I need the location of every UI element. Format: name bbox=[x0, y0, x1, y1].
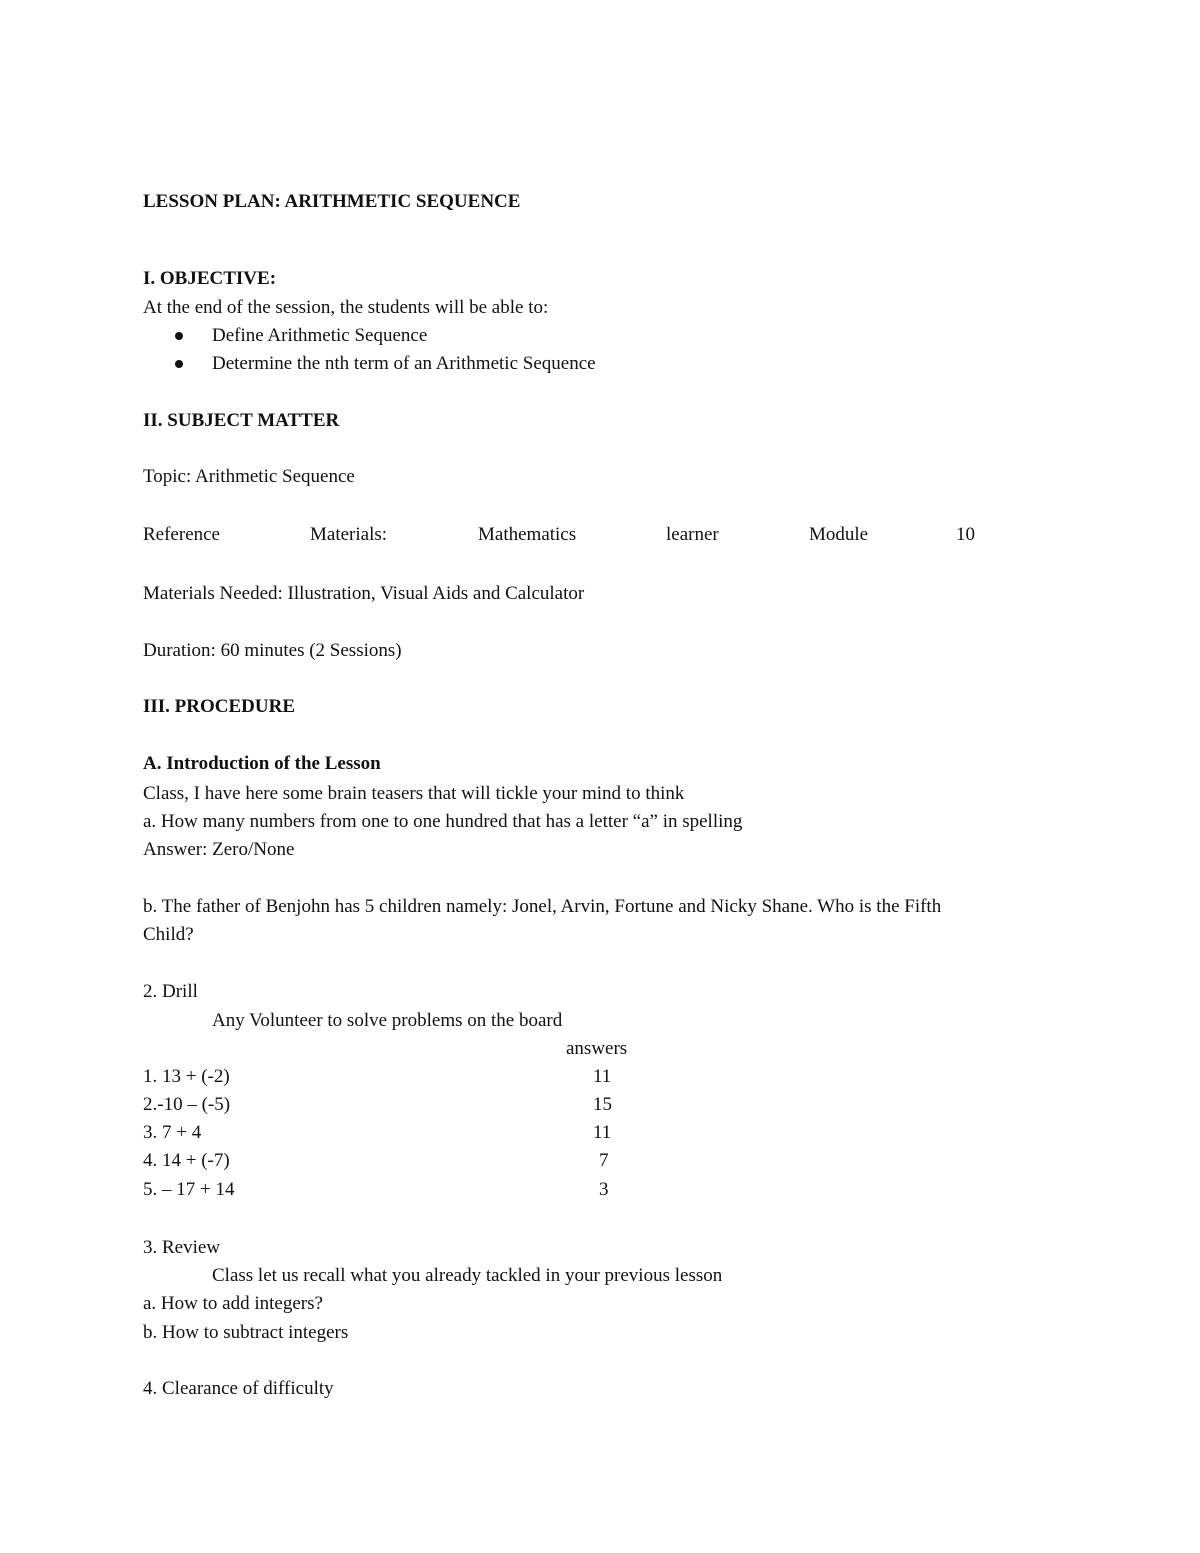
drill-answer: 3 bbox=[599, 1179, 609, 1200]
objective-item: Determine the nth term of an Arithmetic Sequence bbox=[212, 353, 596, 374]
procedure-heading: III. PROCEDURE bbox=[143, 696, 296, 717]
drill-problem: 2.-10 – (-5) bbox=[143, 1094, 231, 1115]
answers-label: answers bbox=[566, 1038, 628, 1059]
drill-problem: 5. – 17 + 14 bbox=[143, 1179, 235, 1200]
clearance-heading: 4. Clearance of difficulty bbox=[143, 1378, 334, 1399]
teaser-b: b. The father of Benjohn has 5 children namely: Jonel, Arvin, Fortune and Nicky Shane. Who is the Fifth bbox=[143, 896, 942, 917]
reference-word: Materials: bbox=[310, 524, 388, 545]
review-item: b. How to subtract integers bbox=[143, 1322, 349, 1343]
review-item: a. How to add integers? bbox=[143, 1293, 323, 1314]
reference-word: learner bbox=[666, 524, 719, 545]
topic: Topic: Arithmetic Sequence bbox=[143, 466, 355, 487]
objective-heading: I. OBJECTIVE: bbox=[143, 268, 277, 289]
introduction-text: Class, I have here some brain teasers that will tickle your mind to think bbox=[143, 783, 685, 804]
drill-answer: 7 bbox=[599, 1150, 609, 1171]
materials-needed: Materials Needed: Illustration, Visual Aids and Calculator bbox=[143, 583, 585, 604]
drill-answer: 15 bbox=[593, 1094, 612, 1115]
drill-heading: 2. Drill bbox=[143, 981, 198, 1002]
bullet-icon bbox=[175, 360, 183, 368]
review-intro: Class let us recall what you already tackled in your previous lesson bbox=[212, 1265, 723, 1286]
drill-problem: 1. 13 + (-2) bbox=[143, 1066, 230, 1087]
introduction-heading: A. Introduction of the Lesson bbox=[143, 753, 381, 774]
bullet-icon bbox=[175, 332, 183, 340]
reference-word: Module bbox=[809, 524, 869, 545]
duration: Duration: 60 minutes (2 Sessions) bbox=[143, 640, 402, 661]
teaser-a-answer: Answer: Zero/None bbox=[143, 839, 295, 860]
reference-word: Reference bbox=[143, 524, 220, 545]
drill-problem: 3. 7 + 4 bbox=[143, 1122, 202, 1143]
drill-problem: 4. 14 + (-7) bbox=[143, 1150, 230, 1171]
objective-item: Define Arithmetic Sequence bbox=[212, 325, 428, 346]
teaser-a: a. How many numbers from one to one hundred that has a letter “a” in spelling bbox=[143, 811, 743, 832]
objective-intro: At the end of the session, the students will be able to: bbox=[143, 297, 549, 318]
reference-word: 10 bbox=[956, 524, 975, 545]
subject-matter-heading: II. SUBJECT MATTER bbox=[143, 410, 340, 431]
page-title: LESSON PLAN: ARITHMETIC SEQUENCE bbox=[143, 191, 521, 212]
drill-answer: 11 bbox=[593, 1122, 612, 1143]
drill-answer: 11 bbox=[593, 1066, 612, 1087]
review-heading: 3. Review bbox=[143, 1237, 221, 1258]
drill-intro: Any Volunteer to solve problems on the board bbox=[212, 1010, 563, 1031]
reference-word: Mathematics bbox=[478, 524, 577, 545]
teaser-b-continued: Child? bbox=[143, 924, 194, 945]
